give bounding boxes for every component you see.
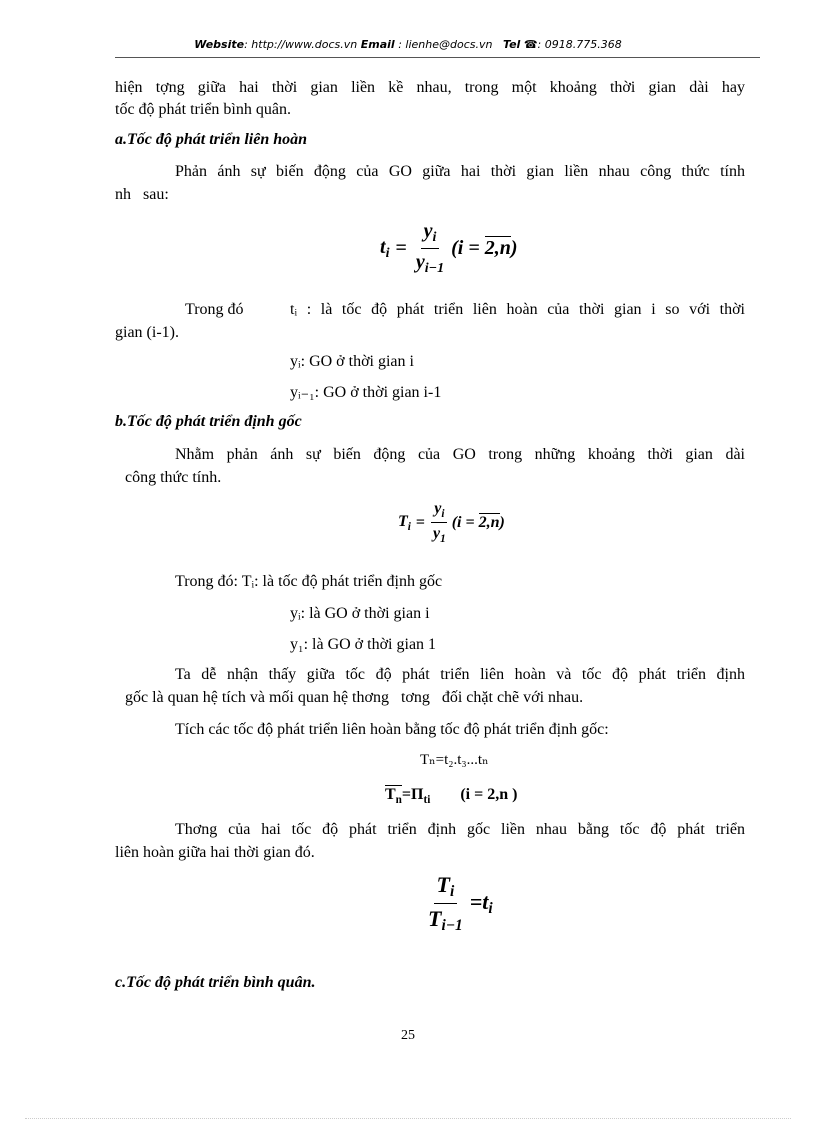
phone-icon: ☎ [523, 38, 538, 51]
page-number: 25 [401, 1028, 415, 1043]
section-c-title: c.Tốc độ phát triển bình quân. [115, 974, 316, 991]
b-where-line: Trong đó: Tᵢ: là tốc độ phát triển định gốc [175, 573, 443, 590]
email-label: Email [360, 38, 395, 51]
section-a-para-line-1: Phản ánh sự biến động của GO giữa hai thời gian liền nhau công thức tính [175, 163, 745, 180]
formula-quotient: $\frac{T_i}{T_{i-1}}$ $=t_i$ [425, 872, 493, 935]
quotient-line-1: Thơng của hai tốc độ phát triển định gốc liền nhau bằng tốc độ phát triển [175, 821, 745, 838]
f2-lhs: $T_i$ [398, 512, 411, 533]
f2-fraction: $\frac{y_i}{y_1}$ [433, 500, 446, 545]
section-b-para-line-1: Nhằm phản ánh sự biến động của GO trong những khoảng thời gian dài [175, 446, 745, 463]
section-b-title: b.Tốc độ phát triển định gốc [115, 413, 302, 430]
f4-fraction: $\frac{T_i}{T_{i-1}}$ [428, 872, 463, 934]
f1-range-overline: 2,n [484, 237, 511, 259]
page-bottom-dots [25, 1118, 791, 1119]
header-divider [115, 57, 760, 58]
page-header [0, 38, 816, 51]
f1-fraction: $\frac{y_i}{y_{i-1}}$ [415, 220, 445, 276]
a-where-rest: tᵢ : là tốc độ phát triển liên hoàn của thời gian i so với thời [290, 301, 745, 318]
relation-line-1: Ta dễ nhận thấy giữa tốc độ phát triển liên hoàn và tốc độ phát triển định [175, 666, 745, 683]
website-label: Website [194, 38, 245, 51]
formula-chain-rate: $t_i$ = $\frac{y_i}{y_{i-1}}$ (i = 2,n) [380, 220, 518, 276]
b-yi-def: yᵢ: là GO ở thời gian i [290, 605, 430, 622]
quotient-line-2: liên hoàn giữa hai thời gian đó. [115, 844, 315, 861]
f3-lhs: $T_n$ [385, 786, 402, 806]
f1-lhs: $t_i$ [380, 235, 390, 261]
website-value: : http://www.docs.vn [244, 38, 358, 51]
intro-line-2: tốc độ phát triển bình quân. [115, 101, 291, 118]
tel-value: : 0918.775.368 [537, 38, 622, 51]
email-value: : lienhe@docs.vn [398, 38, 493, 51]
f2-range-overline: 2,n [478, 513, 500, 531]
section-b-para-line-2: công thức tính. [125, 469, 222, 486]
a-yi-def: yᵢ: GO ở thời gian i [290, 353, 414, 370]
tel-label: Tel [502, 38, 521, 51]
formula-base-rate: $T_i$ = $\frac{y_i}{y_1}$ (i = 2,n) [398, 500, 505, 545]
b-y1-def: y₁: là GO ở thời gian 1 [290, 636, 437, 653]
product-formula: Tₙ=t₂.t₃...tₙ [420, 752, 489, 768]
formula-product-pi: $T_n$ $=\Pi_{ti}$ (i = 2,n ) [385, 786, 518, 806]
a-where-line-2: gian (i-1). [115, 324, 179, 341]
section-a-title: a.Tốc độ phát triển liên hoàn [115, 131, 308, 148]
product-line: Tích các tốc độ phát triển liên hoàn bằng tốc độ phát triển định gốc: [175, 721, 609, 738]
a-where-lead: Trong đó [185, 301, 244, 318]
section-a-para-line-2: nh sau: [115, 186, 169, 203]
relation-line-2: gốc là quan hệ tích và mối quan hệ thơng tơng đối chặt chẽ với nhau. [125, 689, 584, 706]
a-yi1-def: yᵢ₋₁: GO ở thời gian i-1 [290, 384, 442, 401]
intro-line-1: hiện tợng giữa hai thời gian liền kề nhau, trong một khoảng thời gian dài hay [115, 79, 745, 96]
